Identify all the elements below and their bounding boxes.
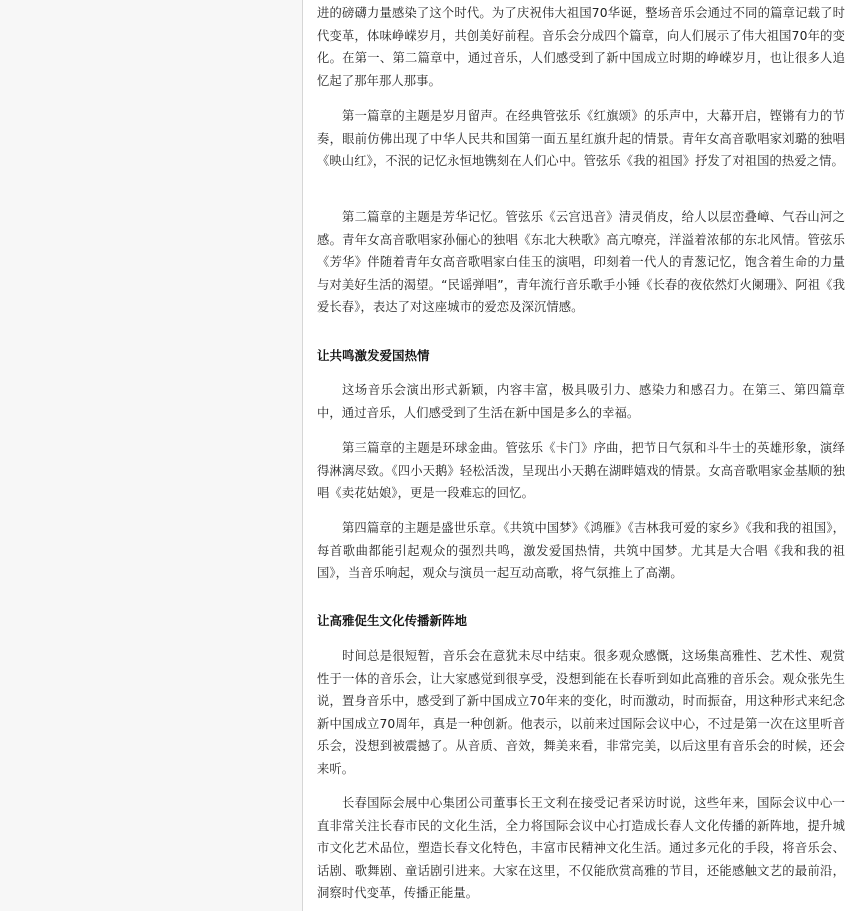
article-paragraph: 第二篇章的主题是芳华记忆。管弦乐《云宫迅音》清灵俏皮，给人以层峦叠嶂、气吞山河之感。青年女高音歌唱家孙俪心的独唱《东北大秧歌》高亢嘹亮，洋溢着浓郁的东北风情。管弦乐《芳华》伴随着青年女高音歌唱家白佳玉的演唱，印刻着一代人的青葱记忆，饱含着生命的力量与对美好生活的渴望。“民谣弹唱”，青年流行音乐歌手小锤《长春的夜依然灯火阑珊》、阿祖《我爱长春》，表达了对这座城市的爱恋及深沉情感。 bbox=[317, 210, 845, 314]
article-paragraph: 第一篇章的主题是岁月留声。在经典管弦乐《红旗颂》的乐声中，大幕开启，铿锵有力的节奏，眼前仿佛出现了中华人民共和国第一面五星红旗升起的情景。青年女高音歌唱家刘璐的独唱《映山红》，不泯的记忆永恒地镌刻在人们心中。管弦乐《我的祖国》抒发了对祖国的热爱之情。 bbox=[317, 109, 845, 168]
section-heading: 让共鸣激发爱国热情 bbox=[317, 348, 430, 363]
left-sidebar bbox=[0, 0, 302, 911]
column-divider bbox=[302, 0, 303, 911]
section-heading: 让高雅促生文化传播新阵地 bbox=[317, 613, 468, 628]
article-paragraph: 长春国际会展中心集团公司董事长王文利在接受记者采访时说，这些年来，国际会议中心一直非常关注长春市民的文化生活，全力将国际会议中心打造成长春人文化传播的新阵地，提升城市文化艺术品位，塑造长春文化特色，丰富市民精神文化生活。通过多元化的手段，将音乐会、话剧、歌舞剧、童话剧引进来。大家在这里，不仅能欣赏高雅的节目，还能感触文艺的最前沿，洞察时代变革，传播正能量。 bbox=[317, 796, 845, 900]
article-paragraph: 第四篇章的主题是盛世乐章。《共筑中国梦》《鸿雁》《吉林我可爱的家乡》《我和我的祖国》，每首歌曲都能引起观众的强烈共鸣，激发爱国热情，共筑中国梦。尤其是大合唱《我和我的祖国》，当音乐响起，观众与演员一起互动高歌，将气氛推上了高潮。 bbox=[317, 521, 845, 580]
article-paragraph: 时间总是很短暂，音乐会在意犹未尽中结束。很多观众感慨，这场集高雅性、艺术性、观赏性于一体的音乐会，让大家感觉到很享受，没想到能在长春听到如此高雅的音乐会。观众张先生说，置身音乐中，感受到了新中国成立70年来的变化，时而激动，时而振奋，用这种形式来纪念新中国成立70周年，真是一种创新。他表示，以前来过国际会议中心，不过是第一次在这里听音乐会，没想到被震撼了。从音质、音效，舞美来看，非常完美，以后这里有音乐会的时候，还会来听。 bbox=[317, 649, 845, 776]
article-paragraph: 第三篇章的主题是环球金曲。管弦乐《卡门》序曲，把节日气氛和斗牛士的英雄形象，演绎得淋漓尽致。《四小天鹅》轻松活泼，呈现出小天鹅在湖畔嬉戏的情景。女高音歌唱家金基顺的独唱《卖花姑娘》，更是一段难忘的回忆。 bbox=[317, 441, 845, 500]
article-paragraph: 进的磅礴力量感染了这个时代。为了庆祝伟大祖国70华诞，整场音乐会通过不同的篇章记载了时代变革，体味峥嵘岁月，共创美好前程。音乐会分成四个篇章，向人们展示了伟大祖国70年的变化。在第一、第二篇章中，通过音乐，人们感受到了新中国成立时期的峥嵘岁月，也让很多人追忆起了那年那人那事。 bbox=[317, 6, 845, 88]
article-paragraph: 这场音乐会演出形式新颖，内容丰富，极具吸引力、感染力和感召力。在第三、第四篇章中，通过音乐，人们感受到了生活在新中国是多么的幸福。 bbox=[317, 383, 845, 420]
